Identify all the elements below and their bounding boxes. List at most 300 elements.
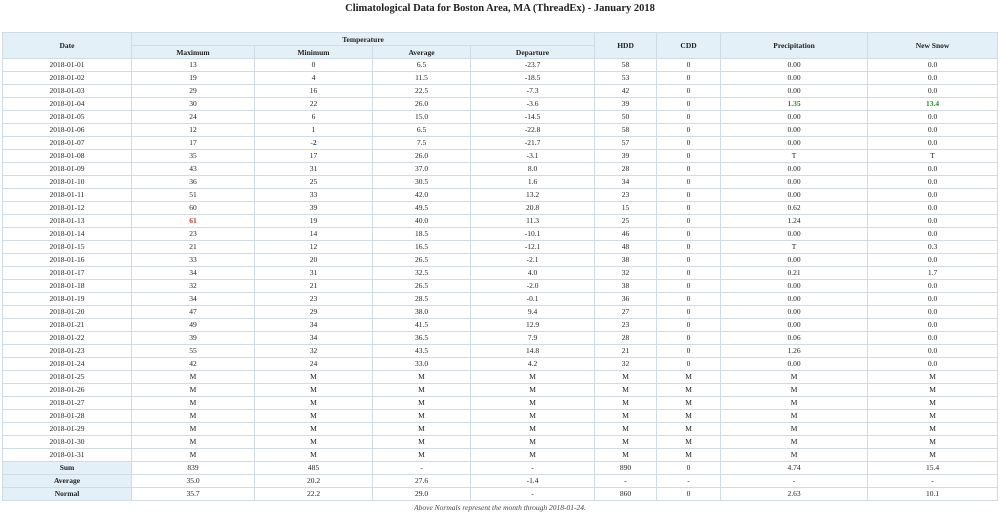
cell-new-snow: 0.0 — [868, 59, 998, 72]
cell-minimum: M — [255, 397, 373, 410]
cell-hdd: 25 — [595, 215, 657, 228]
cell-cdd: 0 — [657, 98, 721, 111]
cell-new-snow: 0.0 — [868, 137, 998, 150]
cell-departure: 4.2 — [471, 358, 595, 371]
cell-precipitation: 0.00 — [721, 163, 868, 176]
cell-new-snow: 0.0 — [868, 306, 998, 319]
cell-date: 2018-01-19 — [3, 293, 132, 306]
header-date: Date — [3, 33, 132, 59]
summary-cdd: - — [657, 475, 721, 488]
cell-precipitation: T — [721, 241, 868, 254]
climate-table — [2, 32, 998, 501]
cell-maximum: 24 — [132, 111, 255, 124]
cell-date: 2018-01-16 — [3, 254, 132, 267]
cell-departure: -0.1 — [471, 293, 595, 306]
cell-date: 2018-01-15 — [3, 241, 132, 254]
cell-hdd: 36 — [595, 293, 657, 306]
cell-average: M — [373, 449, 471, 462]
cell-cdd: 0 — [657, 111, 721, 124]
cell-new-snow: 0.0 — [868, 176, 998, 189]
cell-cdd: 0 — [657, 59, 721, 72]
cell-departure: -23.7 — [471, 59, 595, 72]
cell-minimum: M — [255, 371, 373, 384]
cell-new-snow: 0.0 — [868, 254, 998, 267]
cell-hdd: 50 — [595, 111, 657, 124]
cell-new-snow: 0.0 — [868, 85, 998, 98]
cell-maximum: 23 — [132, 228, 255, 241]
cell-average: 36.5 — [373, 332, 471, 345]
cell-departure: -2.0 — [471, 280, 595, 293]
cell-date: 2018-01-27 — [3, 397, 132, 410]
summary-hdd: 860 — [595, 488, 657, 501]
cell-departure: M — [471, 410, 595, 423]
cell-minimum: 19 — [255, 215, 373, 228]
cell-minimum: M — [255, 436, 373, 449]
header-maximum: Maximum — [132, 46, 255, 59]
table-row — [3, 137, 998, 150]
cell-average: M — [373, 436, 471, 449]
cell-new-snow: 0.3 — [868, 241, 998, 254]
header-minimum: Minimum — [255, 46, 373, 59]
cell-precipitation: 0.21 — [721, 267, 868, 280]
cell-precipitation: 0.00 — [721, 137, 868, 150]
cell-departure: 20.8 — [471, 202, 595, 215]
cell-average: 32.5 — [373, 267, 471, 280]
cell-date: 2018-01-08 — [3, 150, 132, 163]
cell-new-snow: 0.0 — [868, 345, 998, 358]
cell-hdd: 32 — [595, 267, 657, 280]
cell-minimum: 31 — [255, 163, 373, 176]
cell-maximum: M — [132, 449, 255, 462]
cell-new-snow: 0.0 — [868, 163, 998, 176]
cell-maximum: 60 — [132, 202, 255, 215]
cell-minimum: 1 — [255, 124, 373, 137]
cell-maximum: 19 — [132, 72, 255, 85]
summary-departure: -1.4 — [471, 475, 595, 488]
cell-cdd: 0 — [657, 163, 721, 176]
cell-date: 2018-01-21 — [3, 319, 132, 332]
cell-minimum: -2 — [255, 137, 373, 150]
cell-average: 15.0 — [373, 111, 471, 124]
cell-departure: -12.1 — [471, 241, 595, 254]
cell-precipitation: 0.00 — [721, 306, 868, 319]
cell-maximum: 34 — [132, 293, 255, 306]
table-row — [3, 371, 998, 384]
cell-new-snow: 0.0 — [868, 72, 998, 85]
cell-date: 2018-01-26 — [3, 384, 132, 397]
cell-cdd: M — [657, 384, 721, 397]
cell-maximum: 61 — [132, 215, 255, 228]
cell-date: 2018-01-10 — [3, 176, 132, 189]
cell-maximum: 13 — [132, 59, 255, 72]
cell-precipitation: 0.00 — [721, 111, 868, 124]
summary-cdd: 0 — [657, 462, 721, 475]
summary-label: Normal — [3, 488, 132, 501]
cell-maximum: M — [132, 371, 255, 384]
summary-new-snow: 10.1 — [868, 488, 998, 501]
cell-minimum: 6 — [255, 111, 373, 124]
cell-maximum: 49 — [132, 319, 255, 332]
table-row — [3, 163, 998, 176]
summary-row — [3, 462, 998, 475]
table-row — [3, 98, 998, 111]
cell-precipitation: M — [721, 410, 868, 423]
cell-date: 2018-01-31 — [3, 449, 132, 462]
cell-date: 2018-01-07 — [3, 137, 132, 150]
cell-new-snow: 0.0 — [868, 332, 998, 345]
cell-departure: M — [471, 371, 595, 384]
summary-minimum: 485 — [255, 462, 373, 475]
table-row — [3, 150, 998, 163]
summary-hdd: 890 — [595, 462, 657, 475]
cell-maximum: 21 — [132, 241, 255, 254]
table-row — [3, 241, 998, 254]
footnote: Above Normals represent the month through 2018-01-24. — [414, 503, 586, 512]
cell-hdd: 15 — [595, 202, 657, 215]
cell-departure: 12.9 — [471, 319, 595, 332]
cell-departure: -21.7 — [471, 137, 595, 150]
cell-cdd: 0 — [657, 332, 721, 345]
cell-hdd: 58 — [595, 59, 657, 72]
cell-new-snow: 0.0 — [868, 319, 998, 332]
cell-precipitation: 0.00 — [721, 189, 868, 202]
cell-minimum: 39 — [255, 202, 373, 215]
cell-cdd: 0 — [657, 358, 721, 371]
summary-new-snow: - — [868, 475, 998, 488]
cell-departure: -18.5 — [471, 72, 595, 85]
cell-hdd: 57 — [595, 137, 657, 150]
cell-hdd: M — [595, 371, 657, 384]
cell-precipitation: 0.00 — [721, 85, 868, 98]
cell-cdd: 0 — [657, 306, 721, 319]
cell-precipitation: 1.24 — [721, 215, 868, 228]
cell-hdd: 53 — [595, 72, 657, 85]
cell-average: 7.5 — [373, 137, 471, 150]
cell-hdd: M — [595, 423, 657, 436]
cell-hdd: 34 — [595, 176, 657, 189]
cell-maximum: 29 — [132, 85, 255, 98]
cell-hdd: 27 — [595, 306, 657, 319]
cell-average: 11.5 — [373, 72, 471, 85]
cell-maximum: 30 — [132, 98, 255, 111]
cell-cdd: M — [657, 436, 721, 449]
cell-precipitation: M — [721, 384, 868, 397]
cell-cdd: M — [657, 371, 721, 384]
cell-hdd: M — [595, 397, 657, 410]
cell-maximum: 17 — [132, 137, 255, 150]
cell-minimum: 16 — [255, 85, 373, 98]
cell-new-snow: 13.4 — [868, 98, 998, 111]
cell-average: 18.5 — [373, 228, 471, 241]
cell-departure: M — [471, 423, 595, 436]
table-row — [3, 384, 998, 397]
table-row — [3, 124, 998, 137]
cell-precipitation: 1.35 — [721, 98, 868, 111]
summary-new-snow: 15.4 — [868, 462, 998, 475]
cell-cdd: 0 — [657, 280, 721, 293]
cell-date: 2018-01-11 — [3, 189, 132, 202]
cell-new-snow: M — [868, 436, 998, 449]
summary-hdd: - — [595, 475, 657, 488]
cell-average: 16.5 — [373, 241, 471, 254]
summary-minimum: 22.2 — [255, 488, 373, 501]
cell-date: 2018-01-05 — [3, 111, 132, 124]
cell-average: 42.0 — [373, 189, 471, 202]
cell-precipitation: 0.06 — [721, 332, 868, 345]
header-departure: Departure — [471, 46, 595, 59]
summary-label: Sum — [3, 462, 132, 475]
header-precipitation: Precipitation — [721, 33, 868, 59]
table-row — [3, 397, 998, 410]
cell-average: M — [373, 384, 471, 397]
cell-date: 2018-01-23 — [3, 345, 132, 358]
header-average: Average — [373, 46, 471, 59]
cell-minimum: 34 — [255, 332, 373, 345]
cell-new-snow: 0.0 — [868, 293, 998, 306]
cell-hdd: 42 — [595, 85, 657, 98]
cell-hdd: 38 — [595, 280, 657, 293]
cell-departure: M — [471, 397, 595, 410]
cell-date: 2018-01-18 — [3, 280, 132, 293]
summary-cdd: 0 — [657, 488, 721, 501]
table-row — [3, 332, 998, 345]
summary-precipitation: - — [721, 475, 868, 488]
table-row — [3, 59, 998, 72]
cell-date: 2018-01-03 — [3, 85, 132, 98]
cell-precipitation: 0.00 — [721, 280, 868, 293]
cell-date: 2018-01-06 — [3, 124, 132, 137]
cell-date: 2018-01-25 — [3, 371, 132, 384]
cell-maximum: M — [132, 423, 255, 436]
cell-maximum: 43 — [132, 163, 255, 176]
table-row — [3, 85, 998, 98]
cell-cdd: 0 — [657, 267, 721, 280]
cell-cdd: 0 — [657, 254, 721, 267]
cell-maximum: 32 — [132, 280, 255, 293]
cell-departure: -22.8 — [471, 124, 595, 137]
table-row — [3, 280, 998, 293]
cell-maximum: 12 — [132, 124, 255, 137]
cell-minimum: 29 — [255, 306, 373, 319]
cell-minimum: 12 — [255, 241, 373, 254]
cell-average: M — [373, 423, 471, 436]
cell-new-snow: T — [868, 150, 998, 163]
summary-average: 29.0 — [373, 488, 471, 501]
cell-average: 28.5 — [373, 293, 471, 306]
table-row — [3, 176, 998, 189]
cell-maximum: 39 — [132, 332, 255, 345]
cell-minimum: 4 — [255, 72, 373, 85]
table-row — [3, 293, 998, 306]
cell-maximum: 47 — [132, 306, 255, 319]
cell-hdd: 23 — [595, 319, 657, 332]
cell-maximum: 51 — [132, 189, 255, 202]
cell-precipitation: 0.00 — [721, 124, 868, 137]
cell-average: 22.5 — [373, 85, 471, 98]
cell-maximum: 55 — [132, 345, 255, 358]
cell-precipitation: M — [721, 371, 868, 384]
cell-minimum: 17 — [255, 150, 373, 163]
cell-minimum: 0 — [255, 59, 373, 72]
cell-average: 37.0 — [373, 163, 471, 176]
cell-minimum: 32 — [255, 345, 373, 358]
table-row — [3, 189, 998, 202]
cell-hdd: M — [595, 436, 657, 449]
cell-cdd: M — [657, 423, 721, 436]
cell-average: 38.0 — [373, 306, 471, 319]
cell-average: M — [373, 397, 471, 410]
summary-minimum: 20.2 — [255, 475, 373, 488]
cell-cdd: 0 — [657, 72, 721, 85]
cell-new-snow: 0.0 — [868, 124, 998, 137]
cell-precipitation: M — [721, 449, 868, 462]
cell-precipitation: 0.00 — [721, 176, 868, 189]
cell-hdd: M — [595, 449, 657, 462]
table-row — [3, 267, 998, 280]
cell-hdd: 38 — [595, 254, 657, 267]
cell-hdd: M — [595, 384, 657, 397]
cell-hdd: 39 — [595, 98, 657, 111]
cell-minimum: 23 — [255, 293, 373, 306]
summary-row — [3, 475, 998, 488]
cell-new-snow: M — [868, 423, 998, 436]
table-row — [3, 111, 998, 124]
cell-maximum: M — [132, 397, 255, 410]
summary-average: 27.6 — [373, 475, 471, 488]
table-row — [3, 254, 998, 267]
cell-minimum: 31 — [255, 267, 373, 280]
cell-precipitation: 0.00 — [721, 319, 868, 332]
cell-cdd: 0 — [657, 345, 721, 358]
summary-departure: - — [471, 462, 595, 475]
cell-hdd: 21 — [595, 345, 657, 358]
table-row — [3, 436, 998, 449]
cell-maximum: 33 — [132, 254, 255, 267]
cell-hdd: 32 — [595, 358, 657, 371]
cell-new-snow: M — [868, 410, 998, 423]
cell-cdd: 0 — [657, 85, 721, 98]
cell-maximum: 42 — [132, 358, 255, 371]
cell-maximum: 36 — [132, 176, 255, 189]
cell-departure: 11.3 — [471, 215, 595, 228]
cell-cdd: 0 — [657, 124, 721, 137]
cell-date: 2018-01-28 — [3, 410, 132, 423]
cell-date: 2018-01-24 — [3, 358, 132, 371]
cell-cdd: 0 — [657, 137, 721, 150]
table-row — [3, 72, 998, 85]
cell-precipitation: 1.26 — [721, 345, 868, 358]
cell-average: 6.5 — [373, 59, 471, 72]
cell-hdd: 28 — [595, 163, 657, 176]
summary-maximum: 35.0 — [132, 475, 255, 488]
cell-average: 26.5 — [373, 254, 471, 267]
cell-average: 43.5 — [373, 345, 471, 358]
cell-date: 2018-01-29 — [3, 423, 132, 436]
page-title: Climatological Data for Boston Area, MA (ThreadEx) - January 2018 — [345, 3, 655, 14]
cell-minimum: M — [255, 449, 373, 462]
table-row — [3, 215, 998, 228]
cell-new-snow: 0.0 — [868, 228, 998, 241]
cell-new-snow: 1.7 — [868, 267, 998, 280]
cell-maximum: 35 — [132, 150, 255, 163]
cell-hdd: 39 — [595, 150, 657, 163]
cell-average: 41.5 — [373, 319, 471, 332]
cell-cdd: 0 — [657, 228, 721, 241]
cell-minimum: M — [255, 384, 373, 397]
cell-average: 26.5 — [373, 280, 471, 293]
cell-departure: -2.1 — [471, 254, 595, 267]
table-row — [3, 306, 998, 319]
cell-departure: 7.9 — [471, 332, 595, 345]
table-row — [3, 410, 998, 423]
cell-departure: 14.8 — [471, 345, 595, 358]
summary-average: - — [373, 462, 471, 475]
cell-minimum: 24 — [255, 358, 373, 371]
cell-date: 2018-01-20 — [3, 306, 132, 319]
cell-new-snow: 0.0 — [868, 280, 998, 293]
cell-average: 30.5 — [373, 176, 471, 189]
cell-date: 2018-01-17 — [3, 267, 132, 280]
cell-hdd: 23 — [595, 189, 657, 202]
cell-precipitation: 0.00 — [721, 293, 868, 306]
cell-precipitation: T — [721, 150, 868, 163]
cell-minimum: 34 — [255, 319, 373, 332]
cell-maximum: 34 — [132, 267, 255, 280]
summary-maximum: 839 — [132, 462, 255, 475]
cell-cdd: 0 — [657, 202, 721, 215]
cell-average: 33.0 — [373, 358, 471, 371]
cell-hdd: 58 — [595, 124, 657, 137]
cell-precipitation: 0.00 — [721, 254, 868, 267]
cell-average: 40.0 — [373, 215, 471, 228]
cell-cdd: M — [657, 397, 721, 410]
cell-precipitation: M — [721, 397, 868, 410]
cell-precipitation: M — [721, 436, 868, 449]
cell-minimum: M — [255, 423, 373, 436]
cell-departure: 13.2 — [471, 189, 595, 202]
cell-date: 2018-01-02 — [3, 72, 132, 85]
cell-cdd: 0 — [657, 176, 721, 189]
cell-precipitation: 0.62 — [721, 202, 868, 215]
cell-departure: -7.3 — [471, 85, 595, 98]
cell-cdd: M — [657, 449, 721, 462]
cell-cdd: 0 — [657, 319, 721, 332]
table-row — [3, 423, 998, 436]
cell-cdd: M — [657, 410, 721, 423]
cell-average: M — [373, 410, 471, 423]
table-row — [3, 228, 998, 241]
header-new-snow: New Snow — [868, 33, 998, 59]
cell-date: 2018-01-13 — [3, 215, 132, 228]
cell-date: 2018-01-12 — [3, 202, 132, 215]
cell-cdd: 0 — [657, 241, 721, 254]
summary-departure: - — [471, 488, 595, 501]
cell-new-snow: M — [868, 371, 998, 384]
cell-new-snow: 0.0 — [868, 111, 998, 124]
cell-maximum: M — [132, 410, 255, 423]
table-row — [3, 449, 998, 462]
cell-maximum: M — [132, 436, 255, 449]
cell-average: 6.5 — [373, 124, 471, 137]
cell-precipitation: M — [721, 423, 868, 436]
cell-average: 26.0 — [373, 150, 471, 163]
cell-minimum: 14 — [255, 228, 373, 241]
summary-precipitation: 4.74 — [721, 462, 868, 475]
table-row — [3, 358, 998, 371]
cell-cdd: 0 — [657, 293, 721, 306]
cell-departure: 8.0 — [471, 163, 595, 176]
cell-new-snow: 0.0 — [868, 358, 998, 371]
